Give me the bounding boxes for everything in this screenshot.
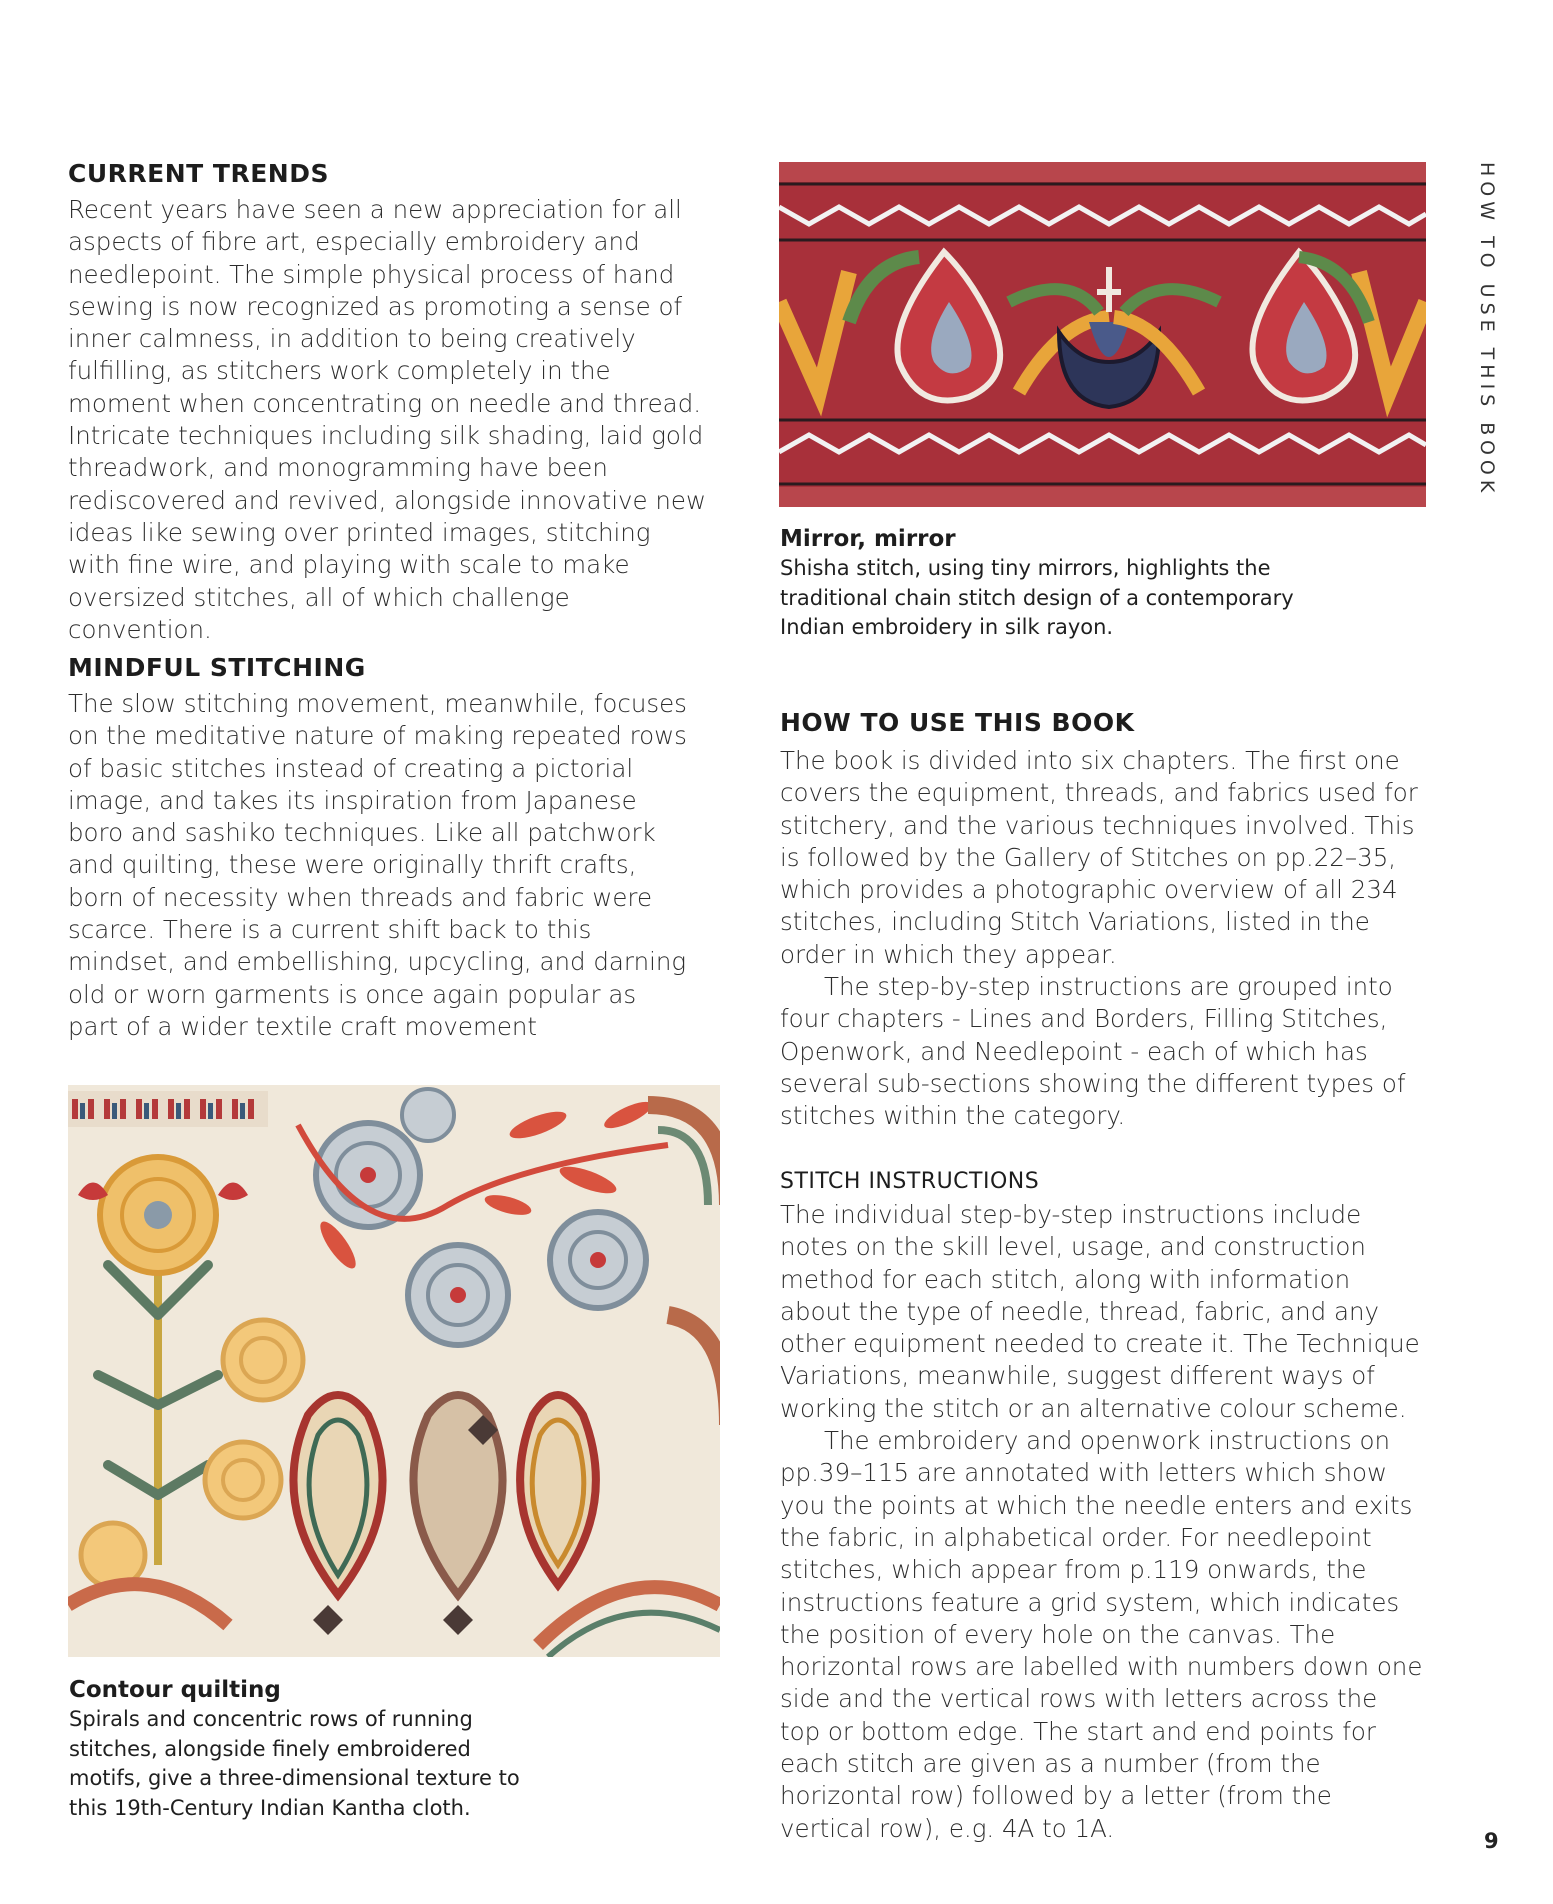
kantha-cloth-image: [68, 1085, 720, 1657]
current-trends-body: Recent years have seen a new appreciation for all aspects of fibre art, especially embroidery and needlepoint. The simple physical process of hand sewing is now recognized as promoting a sense of inner calmness, in addition to being creatively fulfilling, as stitchers work completely in the moment when concentrating on needle and thread. Intricate techniques including silk shading, laid gold threadwork, and monogramming have been rediscovered and revived, alongside innovative new ideas like sewing over printed images, stitching with fine wire, and playing with scale to make oversized stitches, all of which challenge convention.: [68, 195, 707, 644]
how-to-use-para1: The book is divided into six chapters. The first one covers the equipment, threads, and fabrics used for stitchery, and the various techniques involved. This is followed by the Gallery of Stitches on pp.22–35, which provides a photographic overview of all 234 stitches, including Stitch Variations, listed in the order in which they appear.: [780, 746, 1418, 969]
mirror-caption-text: Shisha stitch, using tiny mirrors, highlights the traditional chain stitch design of a contemporary Indian embroidery in silk rayon.: [780, 556, 1294, 639]
kantha-caption-title: Contour quilting: [69, 1677, 281, 1703]
shisha-embroidery-image: [779, 162, 1426, 507]
mirror-caption: [780, 524, 1340, 643]
mindful-stitching-heading: MINDFUL STITCHING: [68, 653, 366, 682]
current-trends-section: [68, 158, 708, 646]
how-to-use-heading: HOW TO USE THIS BOOK: [780, 708, 1135, 737]
how-to-use-para2: The step-by-step instructions are grouped into four chapters - Lines and Borders, Filling Stitches, Openwork, and Needlepoint - each of which has several sub-sections showing the different types of stitches within the category.: [780, 972, 1406, 1131]
page-number: 9: [1484, 1829, 1499, 1853]
how-to-use-section: [780, 707, 1420, 1133]
mirror-caption-title: Mirror, mirror: [780, 526, 956, 552]
stitch-instructions-section: [780, 1167, 1425, 1845]
current-trends-heading: CURRENT TRENDS: [68, 159, 329, 188]
chapter-sidebar-label: HOW TO USE THIS BOOK: [1476, 162, 1498, 498]
stitch-instructions-heading: STITCH INSTRUCTIONS: [780, 1169, 1040, 1194]
mindful-stitching-section: [68, 652, 688, 1043]
mindful-stitching-body: The slow stitching movement, meanwhile, focuses on the meditative nature of making repeated rows of basic stitches instead of creating a pictorial image, and takes its inspiration from Japanese boro and sashiko techniques. Like all patchwork and quilting, these were originally thrift crafts, born of necessity when threads and fabric were scarce. There is a current shift back to this mindset, and embellishing, upcycling, and darning old or worn garments is once again popular as part of a wider textile craft movement: [68, 689, 687, 1041]
kantha-caption-text: Spirals and concentric rows of running stitches, alongside finely embroidered motifs, give a three-dimensional texture to this 19th-Century Indian Kantha cloth.: [69, 1707, 520, 1820]
kantha-caption: [69, 1675, 549, 1823]
stitch-instructions-para1: The individual step-by-step instructions include notes on the skill level, usage, and construction method for each stitch, along with information about the type of needle, thread, fabric, and any other equipment needed to create it. The Technique Variations, meanwhile, suggest different ways of working the stitch or an alternative colour scheme.: [780, 1200, 1420, 1423]
stitch-instructions-para2: The embroidery and openwork instructions on pp.39–115 are annotated with letters which show you the points at which the needle enters and exits the fabric, in alphabetical order. For needlepoint stitches, which appear from p.119 onwards, the instructions feature a grid system, which indicates the position of every hole on the canvas. The horizontal rows are labelled with numbers down one side and the vertical rows with letters across the top or bottom edge. The start and end points for each stitch are given as a number (from the horizontal row) followed by a letter (from the vertical row), e.g. 4A to 1A.: [780, 1426, 1423, 1843]
